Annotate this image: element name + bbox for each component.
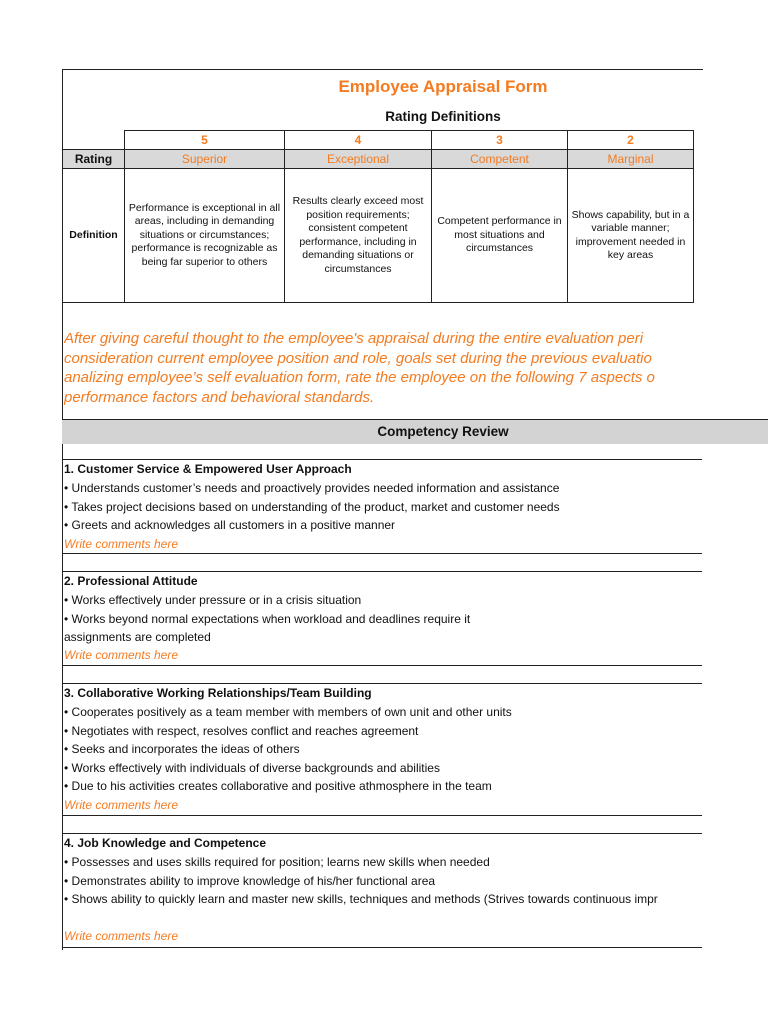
section-spacer xyxy=(64,909,704,927)
rating-number: 2 xyxy=(568,131,694,150)
rating-row-header: Rating xyxy=(63,150,125,169)
section-divider xyxy=(62,665,702,666)
section-title: 4. Job Knowledge and Competence xyxy=(64,836,267,850)
rating-label: Exceptional xyxy=(285,150,432,169)
rating-number-row xyxy=(63,131,694,150)
competency-section-4 xyxy=(64,834,704,945)
section-title: 2. Professional Attitude xyxy=(64,574,198,588)
section-divider xyxy=(62,947,702,948)
competency-section-3 xyxy=(64,684,704,814)
section-item: • Understands customer’s needs and proactively provides needed information and assistance xyxy=(64,481,560,495)
rating-definition: Shows capability, but in a variable manner; improvement needed in key areas xyxy=(568,169,694,303)
section-item-continuation: assignments are completed xyxy=(64,630,211,644)
section-title: 1. Customer Service & Empowered User Approach xyxy=(64,462,352,476)
intro-line: analizing employee’s self evaluation form, rate the employee on the following 7 aspects o xyxy=(64,369,655,386)
rating-number: 5 xyxy=(125,131,285,150)
section-item: • Cooperates positively as a team member with members of own unit and other units xyxy=(64,705,512,719)
rating-definitions-table xyxy=(62,130,694,303)
rating-number: 4 xyxy=(285,131,432,150)
comments-field[interactable]: Write comments here xyxy=(64,928,179,943)
section-item: • Shows ability to quickly learn and master new skills, techniques and methods (Strives towards continuous impr xyxy=(64,892,658,906)
rating-number: 3 xyxy=(432,131,568,150)
competency-review-title: Competency Review xyxy=(377,424,509,439)
comments-field[interactable]: Write comments here xyxy=(64,797,179,812)
intro-line: After giving careful thought to the employee's appraisal during the entire evaluation peri xyxy=(64,330,644,347)
section-item: • Demonstrates ability to improve knowledge of his/her functional area xyxy=(64,873,436,888)
section-item: • Greets and acknowledges all customers in a positive manner xyxy=(64,518,396,532)
rating-definition: Competent performance in most situations and circumstances xyxy=(432,169,568,303)
section-title: 3. Collaborative Working Relationships/Team Building xyxy=(64,686,372,700)
section-divider xyxy=(62,815,702,816)
competency-section-1 xyxy=(64,460,704,553)
section-item: • Works effectively under pressure or in a crisis situation xyxy=(64,593,362,607)
section-item: • Possesses and uses skills required for position; learns new skills when needed xyxy=(64,855,490,869)
form-title: Employee Appraisal Form xyxy=(338,77,548,96)
competency-section-2 xyxy=(64,572,704,665)
corner-cell xyxy=(63,131,125,150)
section-item: • Works beyond normal expectations when workload and deadlines require it xyxy=(64,611,471,626)
section-item: • Takes project decisions based on understanding of the product, market and customer needs xyxy=(64,499,560,514)
definition-row xyxy=(63,169,694,303)
rating-label: Superior xyxy=(125,150,285,169)
definition-row-header: Definition xyxy=(63,169,125,303)
rating-definition: Results clearly exceed most position requirements; consistent competent performance, including in demanding situations or circumstances xyxy=(285,169,432,303)
comments-field[interactable]: Write comments here xyxy=(64,536,179,551)
section-item: • Works effectively with individuals of diverse backgrounds and abilities xyxy=(64,760,440,775)
intro-text xyxy=(64,329,704,409)
comments-field[interactable]: Write comments here xyxy=(64,648,179,662)
rating-label: Competent xyxy=(432,150,568,169)
rating-definition: Performance is exceptional in all areas, including in demanding situations or circumstances; performance is recognizable as being far superior to others xyxy=(125,169,285,303)
section-item: • Seeks and incorporates the ideas of others xyxy=(64,742,300,756)
rating-label-row xyxy=(63,150,694,169)
intro-line: consideration current employee position and role, goals set during the previous evaluatio xyxy=(64,349,652,367)
intro-line: performance factors and behavioral standards. xyxy=(64,388,375,406)
competency-review-header xyxy=(62,419,768,444)
rating-label: Marginal xyxy=(568,150,694,169)
section-item: • Due to his activities creates collaborative and positive athmosphere in the team xyxy=(64,779,492,793)
form-subtitle: Rating Definitions xyxy=(385,109,501,124)
section-divider xyxy=(62,553,702,554)
section-item: • Negotiates with respect, resolves conflict and reaches agreement xyxy=(64,723,419,738)
